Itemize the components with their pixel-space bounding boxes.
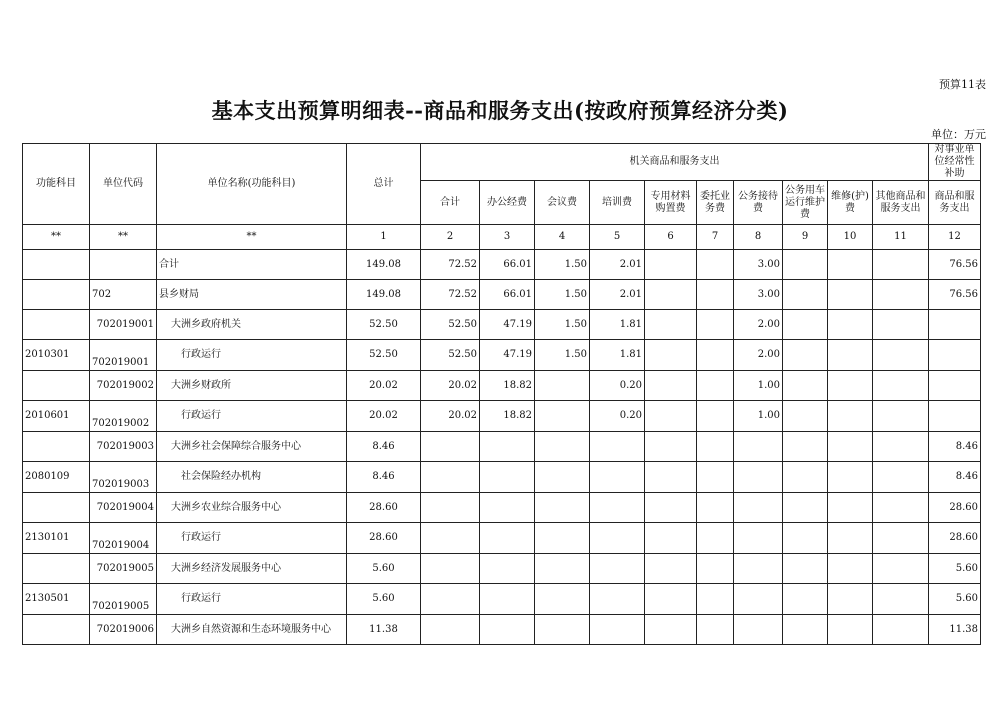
cell-value: 47.19 <box>480 310 535 340</box>
cell-unit-name: 县乡财局 <box>157 280 347 310</box>
cell-value: 0.20 <box>590 401 645 432</box>
cell-value <box>783 615 828 645</box>
cell-value <box>783 523 828 554</box>
cell-unit-name: 大洲乡农业综合服务中心 <box>157 493 347 523</box>
cell-value <box>480 462 535 493</box>
cell-value: 18.82 <box>480 371 535 401</box>
cell-unit-name: 大洲乡经济发展服务中心 <box>157 554 347 584</box>
col-sub-3: 办公经费 <box>480 181 535 225</box>
cell-total: 52.50 <box>347 340 421 371</box>
cell-value: 72.52 <box>421 280 480 310</box>
cell-value <box>421 523 480 554</box>
cell-unit-code: 702019004 <box>90 523 157 554</box>
cell-value <box>480 523 535 554</box>
col-index: 2 <box>421 225 480 250</box>
cell-value <box>783 401 828 432</box>
cell-value <box>535 615 590 645</box>
cell-value <box>590 462 645 493</box>
page-title: 基本支出预算明细表--商品和服务支出(按政府预算经济分类) <box>211 98 789 123</box>
cell-value <box>480 493 535 523</box>
cell-unit-name: 行政运行 <box>157 401 347 432</box>
col-index: 12 <box>929 225 981 250</box>
cell-value <box>873 493 929 523</box>
cell-value: 72.52 <box>421 250 480 280</box>
cell-func-code <box>23 371 90 401</box>
cell-value <box>421 493 480 523</box>
cell-value: 76.56 <box>929 250 981 280</box>
cell-value <box>535 493 590 523</box>
cell-value <box>645 401 697 432</box>
cell-value: 1.50 <box>535 250 590 280</box>
cell-unit-code: 702019003 <box>90 432 157 462</box>
col-index: 6 <box>645 225 697 250</box>
cell-func-code <box>23 280 90 310</box>
col-sub-9: 公务用车运行维护费 <box>783 181 828 225</box>
cell-func-code <box>23 615 90 645</box>
cell-total: 8.46 <box>347 462 421 493</box>
cell-unit-name: 社会保险经办机构 <box>157 462 347 493</box>
cell-value <box>697 250 734 280</box>
cell-func-code <box>23 493 90 523</box>
cell-value <box>421 584 480 615</box>
cell-value <box>734 554 783 584</box>
cell-value <box>734 462 783 493</box>
cell-value <box>697 280 734 310</box>
cell-total: 5.60 <box>347 554 421 584</box>
cell-value <box>590 554 645 584</box>
cell-value <box>783 493 828 523</box>
cell-value <box>535 523 590 554</box>
cell-unit-name: 大洲乡自然资源和生态环境服务中心 <box>157 615 347 645</box>
cell-value <box>873 615 929 645</box>
table-row <box>23 340 981 371</box>
cell-value <box>590 584 645 615</box>
index-row <box>23 225 981 250</box>
cell-unit-name: 大洲乡政府机关 <box>157 310 347 340</box>
cell-value <box>873 523 929 554</box>
cell-value: 47.19 <box>480 340 535 371</box>
cell-unit-code: 702019005 <box>90 584 157 615</box>
cell-value: 1.50 <box>535 340 590 371</box>
cell-value <box>645 462 697 493</box>
table-row <box>23 432 981 462</box>
cell-total: 52.50 <box>347 310 421 340</box>
cell-value <box>535 371 590 401</box>
col-index: ** <box>157 225 347 250</box>
cell-value <box>734 432 783 462</box>
cell-value: 1.00 <box>734 401 783 432</box>
cell-value <box>590 615 645 645</box>
cell-value <box>590 432 645 462</box>
col-index: 9 <box>783 225 828 250</box>
cell-value <box>783 432 828 462</box>
cell-total: 28.60 <box>347 523 421 554</box>
cell-unit-code: 702019001 <box>90 340 157 371</box>
cell-value: 2.01 <box>590 280 645 310</box>
cell-value: 20.02 <box>421 401 480 432</box>
cell-value <box>421 554 480 584</box>
col-group-sub: 对事业单位经常性补助 <box>929 144 981 181</box>
cell-unit-code: 702019002 <box>90 401 157 432</box>
cell-value <box>697 493 734 523</box>
cell-total: 20.02 <box>347 401 421 432</box>
cell-unit-name: 行政运行 <box>157 340 347 371</box>
table-header <box>23 144 981 250</box>
cell-value <box>421 615 480 645</box>
cell-value <box>873 584 929 615</box>
cell-value: 5.60 <box>929 584 981 615</box>
cell-value <box>734 493 783 523</box>
cell-func-code <box>23 310 90 340</box>
cell-value <box>783 280 828 310</box>
cell-total: 20.02 <box>347 371 421 401</box>
cell-value <box>535 462 590 493</box>
cell-func-code: 2010601 <box>23 401 90 432</box>
cell-value <box>873 280 929 310</box>
cell-value: 18.82 <box>480 401 535 432</box>
cell-value <box>828 340 873 371</box>
cell-value <box>421 432 480 462</box>
col-total: 总计 <box>347 144 421 225</box>
cell-unit-code: 702019005 <box>90 554 157 584</box>
cell-value <box>697 462 734 493</box>
table-row <box>23 250 981 280</box>
cell-value <box>535 584 590 615</box>
cell-value <box>645 432 697 462</box>
col-sub-6: 专用材料购置费 <box>645 181 697 225</box>
cell-value <box>480 584 535 615</box>
cell-value <box>645 523 697 554</box>
cell-value <box>645 310 697 340</box>
cell-value: 2.01 <box>590 250 645 280</box>
cell-value <box>480 432 535 462</box>
cell-unit-code: 702 <box>90 280 157 310</box>
cell-value: 52.50 <box>421 310 480 340</box>
cell-value <box>697 340 734 371</box>
cell-value <box>828 523 873 554</box>
col-sub-8: 公务接待费 <box>734 181 783 225</box>
cell-value <box>828 310 873 340</box>
cell-unit-code: 702019006 <box>90 615 157 645</box>
col-index: 11 <box>873 225 929 250</box>
col-index: 5 <box>590 225 645 250</box>
cell-value <box>645 371 697 401</box>
table-body <box>23 250 981 645</box>
cell-value <box>783 554 828 584</box>
col-sub-7: 委托业务费 <box>697 181 734 225</box>
cell-value <box>697 584 734 615</box>
cell-func-code: 2130501 <box>23 584 90 615</box>
cell-value <box>783 462 828 493</box>
cell-value: 11.38 <box>929 615 981 645</box>
cell-value: 28.60 <box>929 493 981 523</box>
cell-unit-name: 行政运行 <box>157 584 347 615</box>
cell-value <box>645 615 697 645</box>
table-row <box>23 401 981 432</box>
col-sub-2: 合计 <box>421 181 480 225</box>
cell-value <box>828 615 873 645</box>
col-index: 3 <box>480 225 535 250</box>
cell-value <box>783 250 828 280</box>
col-index: 1 <box>347 225 421 250</box>
cell-value <box>828 462 873 493</box>
cell-unit-code <box>90 250 157 280</box>
cell-total: 149.08 <box>347 250 421 280</box>
cell-value <box>783 340 828 371</box>
table-row <box>23 523 981 554</box>
cell-value <box>590 493 645 523</box>
cell-func-code: 2130101 <box>23 523 90 554</box>
cell-value <box>873 554 929 584</box>
cell-unit-name: 大洲乡财政所 <box>157 371 347 401</box>
cell-unit-code: 702019004 <box>90 493 157 523</box>
cell-value <box>828 250 873 280</box>
cell-value: 66.01 <box>480 280 535 310</box>
cell-value: 0.20 <box>590 371 645 401</box>
table-row <box>23 554 981 584</box>
cell-value <box>645 340 697 371</box>
cell-value <box>873 401 929 432</box>
cell-unit-code: 702019001 <box>90 310 157 340</box>
budget-table <box>22 143 981 645</box>
cell-unit-code: 702019003 <box>90 462 157 493</box>
cell-value <box>697 371 734 401</box>
cell-value: 52.50 <box>421 340 480 371</box>
cell-unit-name: 合计 <box>157 250 347 280</box>
cell-value: 2.00 <box>734 310 783 340</box>
cell-value <box>697 615 734 645</box>
cell-total: 8.46 <box>347 432 421 462</box>
cell-value <box>697 523 734 554</box>
col-sub-4: 会议费 <box>535 181 590 225</box>
cell-func-code: 2080109 <box>23 462 90 493</box>
cell-value: 20.02 <box>421 371 480 401</box>
cell-value: 2.00 <box>734 340 783 371</box>
unit-label: 单位：万元 <box>931 128 986 141</box>
cell-value: 8.46 <box>929 432 981 462</box>
table-row <box>23 310 981 340</box>
table-row <box>23 493 981 523</box>
col-sub-11: 其他商品和服务支出 <box>873 181 929 225</box>
table-row <box>23 462 981 493</box>
col-sub-10: 维修(护)费 <box>828 181 873 225</box>
col-sub-5: 培训费 <box>590 181 645 225</box>
cell-value <box>734 615 783 645</box>
cell-value: 1.81 <box>590 310 645 340</box>
cell-value <box>828 401 873 432</box>
col-index: 7 <box>697 225 734 250</box>
cell-value <box>697 554 734 584</box>
cell-value <box>645 493 697 523</box>
cell-value <box>645 554 697 584</box>
cell-value <box>873 250 929 280</box>
cell-value <box>873 462 929 493</box>
cell-value <box>480 554 535 584</box>
cell-value <box>873 340 929 371</box>
cell-value <box>828 280 873 310</box>
cell-func-code <box>23 432 90 462</box>
col-index: ** <box>23 225 90 250</box>
cell-value <box>828 371 873 401</box>
table-row <box>23 280 981 310</box>
cell-value: 66.01 <box>480 250 535 280</box>
cell-value: 1.50 <box>535 280 590 310</box>
cell-value <box>783 371 828 401</box>
cell-value: 1.00 <box>734 371 783 401</box>
cell-value <box>535 401 590 432</box>
cell-value <box>697 401 734 432</box>
cell-value <box>783 310 828 340</box>
cell-value <box>734 584 783 615</box>
cell-value <box>535 554 590 584</box>
col-unit-code: 单位代码 <box>90 144 157 225</box>
cell-value <box>535 432 590 462</box>
cell-value <box>645 250 697 280</box>
cell-value <box>697 310 734 340</box>
cell-value: 8.46 <box>929 462 981 493</box>
cell-value <box>929 371 981 401</box>
col-index: ** <box>90 225 157 250</box>
form-number: 预算11表 <box>939 78 986 91</box>
cell-value <box>590 523 645 554</box>
cell-value <box>421 462 480 493</box>
cell-unit-name: 行政运行 <box>157 523 347 554</box>
table-row <box>23 584 981 615</box>
cell-total: 28.60 <box>347 493 421 523</box>
cell-value <box>645 280 697 310</box>
col-sub-12: 商品和服务支出 <box>929 181 981 225</box>
cell-value: 5.60 <box>929 554 981 584</box>
cell-value: 3.00 <box>734 250 783 280</box>
cell-value: 1.81 <box>590 340 645 371</box>
cell-value <box>828 584 873 615</box>
col-group-org: 机关商品和服务支出 <box>421 144 929 181</box>
col-index: 4 <box>535 225 590 250</box>
cell-total: 11.38 <box>347 615 421 645</box>
col-index: 8 <box>734 225 783 250</box>
cell-value <box>828 432 873 462</box>
col-unit-name: 单位名称(功能科目) <box>157 144 347 225</box>
cell-value: 28.60 <box>929 523 981 554</box>
cell-value <box>697 432 734 462</box>
table-row <box>23 371 981 401</box>
cell-value <box>873 371 929 401</box>
cell-value <box>828 493 873 523</box>
cell-value <box>783 584 828 615</box>
cell-value <box>929 401 981 432</box>
cell-value <box>929 310 981 340</box>
cell-total: 5.60 <box>347 584 421 615</box>
table-row <box>23 615 981 645</box>
col-index: 10 <box>828 225 873 250</box>
cell-value <box>873 432 929 462</box>
cell-value <box>734 523 783 554</box>
cell-value <box>480 615 535 645</box>
cell-value <box>645 584 697 615</box>
cell-value <box>929 340 981 371</box>
cell-func-code <box>23 554 90 584</box>
cell-value: 1.50 <box>535 310 590 340</box>
cell-func-code: 2010301 <box>23 340 90 371</box>
cell-unit-code: 702019002 <box>90 371 157 401</box>
cell-func-code <box>23 250 90 280</box>
cell-unit-name: 大洲乡社会保障综合服务中心 <box>157 432 347 462</box>
col-func-code: 功能科目 <box>23 144 90 225</box>
cell-value <box>873 310 929 340</box>
cell-value <box>828 554 873 584</box>
cell-value: 76.56 <box>929 280 981 310</box>
cell-value: 3.00 <box>734 280 783 310</box>
cell-total: 149.08 <box>347 280 421 310</box>
